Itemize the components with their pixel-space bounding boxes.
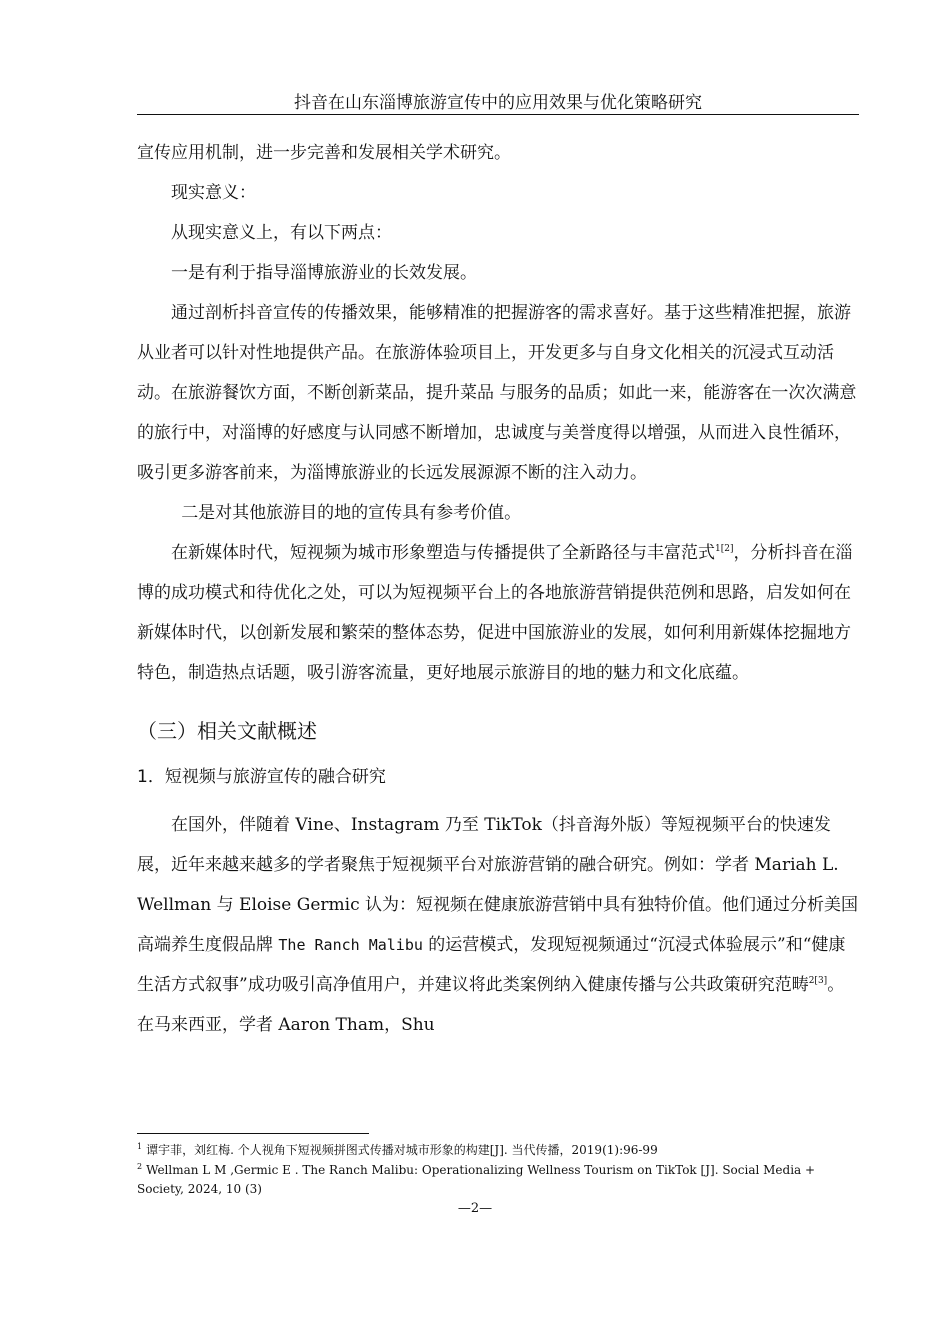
paragraph: 一是有利于指导淄博旅游业的长效发展。 xyxy=(171,263,477,283)
text-run: 。在马来西亚，学者 Aaron Tham，Shu xyxy=(137,975,845,1035)
paragraph: 从现实意义上，有以下两点： xyxy=(171,223,392,243)
paragraph: 现实意义： xyxy=(171,183,256,203)
brand-name: The Ranch Malibu xyxy=(278,936,423,954)
page-number: —2— xyxy=(457,1201,493,1216)
running-header: 抖音在山东淄博旅游宣传中的应用效果与优化策略研究 xyxy=(294,93,702,113)
footnote-marker: 1 xyxy=(137,1142,143,1151)
footnotes xyxy=(137,1141,859,1200)
footnote-text: Wellman L M ,Germic E . The Ranch Malibu: Operationalizing Wellness Tourism on TikTok [J]. Social Media + Society, 2024, 10 (3) xyxy=(137,1163,816,1196)
citation-marker: 2[3] xyxy=(808,976,828,986)
footnote-separator xyxy=(137,1133,369,1134)
text-run: 的运营模式，发现短视频通过“沉浸式体验展示”和“健康生活方式叙事”成功吸引高净值用户，并建议将此类案例纳入健康传播与公共政策研究范畴 xyxy=(137,935,846,995)
footnote-text: 谭宇菲，刘红梅. 个人视角下短视频拼图式传播对城市形象的构建[J]. 当代传播，2019(1):96-99 xyxy=(146,1143,658,1157)
paragraph: 二是对其他旅游目的地的宣传具有参考价值。 xyxy=(181,503,522,523)
paragraph xyxy=(137,805,859,1045)
citation-marker: 1[2] xyxy=(715,544,734,554)
subsection-heading: 1．短视频与旅游宣传的融合研究 xyxy=(137,767,386,787)
footnote-marker: 2 xyxy=(137,1162,143,1171)
header-rule xyxy=(137,114,859,115)
footnote xyxy=(137,1161,859,1199)
body-text xyxy=(137,133,859,1045)
section-heading: （三）相关文献概述 xyxy=(137,719,317,743)
paragraph: 宣传应用机制，进一步完善和发展相关学术研究。 xyxy=(137,143,511,163)
paragraph xyxy=(137,533,859,693)
text-run: 在国外，伴随着 Vine、Instagram 乃至 TikTok（抖音海外版）等短视频平台的快速发展，近年来越来越多的学者聚焦于短视频平台对旅游营销的融合研究。例如：学者 Mariah L. Wellman 与 Eloise Germic 认为：短视频在健康旅游营销中具有独特价值。他们通过分析美国高端养生度假品牌 xyxy=(137,815,858,955)
paragraph: 通过剖析抖音宣传的传播效果，能够精准的把握游客的需求喜好。基于这些精准把握，旅游从业者可以针对性地提供产品。在旅游体验项目上，开发更多与自身文化相关的沉浸式互动活动。在旅游餐饮方面，不断创新菜品，提升菜品 与服务的品质；如此一来，能游客在一次次满意的旅行中，对淄博的好感度与认同感不断增加，忠诚度与美誉度得以增强，从而进入良性循环，吸引更多游客前来，为淄博旅游业的长远发展源源不断的注入动力。 xyxy=(137,303,857,483)
text-run: ，分析抖音在淄博的成功模式和待优化之处，可以为短视频平台上的各地旅游营销提供范例和思路，启发如何在新媒体时代，以创新发展和繁荣的整体态势，促进中国旅游业的发展，如何利用新媒体挖掘地方特色，制造热点话题，吸引游客流量，更好地展示旅游目的地的魅力和文化底蕴。 xyxy=(137,543,853,683)
text-run: 在新媒体时代，短视频为城市形象塑造与传播提供了全新路径与丰富范式 xyxy=(171,543,715,563)
footnote xyxy=(137,1141,859,1160)
